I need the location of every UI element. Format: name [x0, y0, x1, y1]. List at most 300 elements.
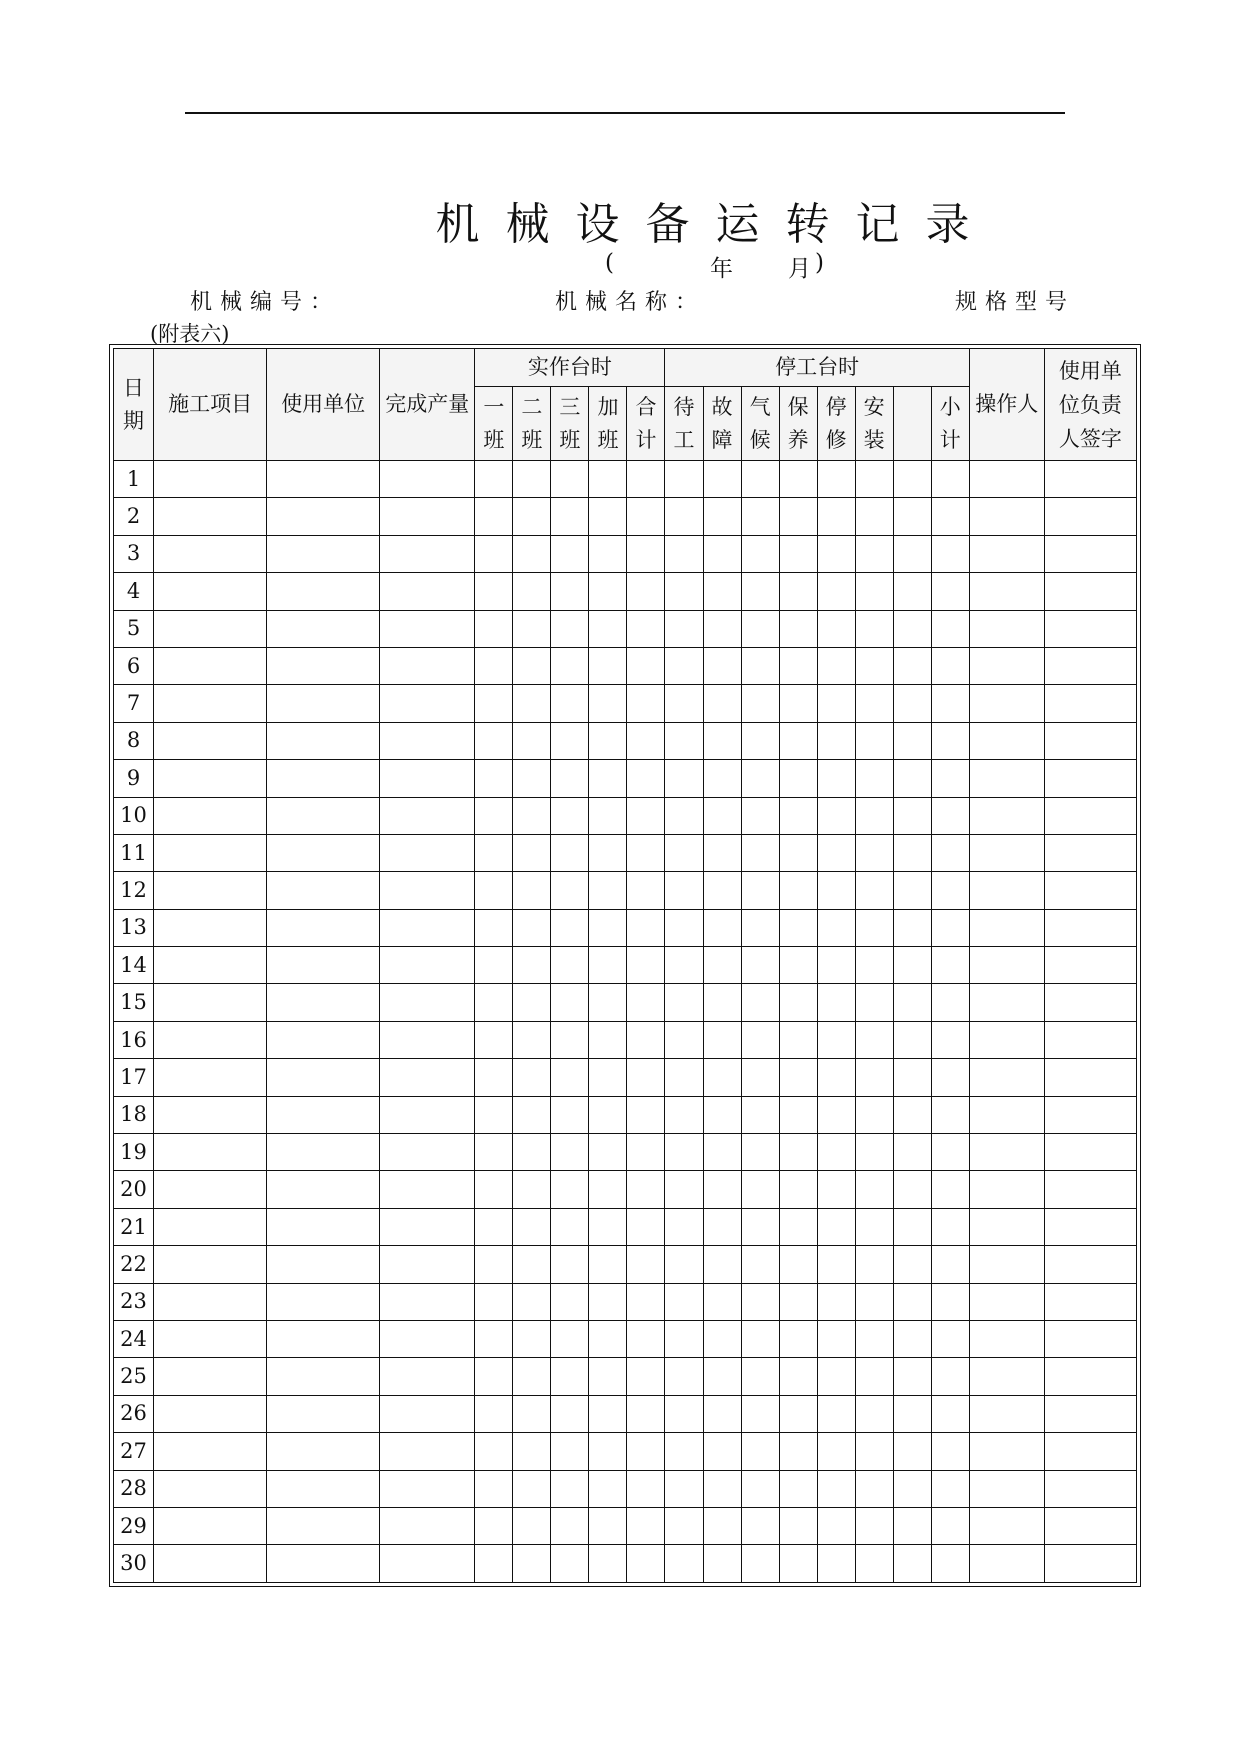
entry-cell[interactable] [380, 461, 475, 498]
entry-cell[interactable] [665, 1358, 703, 1395]
entry-cell[interactable] [931, 872, 969, 909]
entry-cell[interactable] [551, 573, 589, 610]
entry-cell[interactable] [475, 834, 513, 871]
entry-cell[interactable] [380, 984, 475, 1021]
entry-cell[interactable] [893, 535, 931, 572]
entry-cell[interactable] [665, 909, 703, 946]
entry-cell[interactable] [893, 1470, 931, 1507]
entry-cell[interactable] [627, 1507, 665, 1544]
entry-cell[interactable] [267, 1395, 380, 1432]
entry-cell[interactable] [513, 1059, 551, 1096]
entry-cell[interactable] [589, 984, 627, 1021]
entry-cell[interactable] [154, 1246, 267, 1283]
entry-cell[interactable] [154, 1059, 267, 1096]
entry-cell[interactable] [703, 797, 741, 834]
entry-cell[interactable] [627, 722, 665, 759]
entry-cell[interactable] [855, 535, 893, 572]
entry-cell[interactable] [627, 872, 665, 909]
entry-cell[interactable] [513, 498, 551, 535]
entry-cell[interactable] [931, 685, 969, 722]
entry-cell[interactable] [817, 1283, 855, 1320]
entry-cell[interactable] [893, 647, 931, 684]
entry-cell[interactable] [627, 1470, 665, 1507]
entry-cell[interactable] [741, 1134, 779, 1171]
entry-cell[interactable] [475, 573, 513, 610]
entry-cell[interactable] [703, 909, 741, 946]
entry-cell[interactable] [703, 610, 741, 647]
entry-cell[interactable] [154, 947, 267, 984]
entry-cell[interactable] [703, 498, 741, 535]
entry-cell[interactable] [380, 1021, 475, 1058]
entry-cell[interactable] [779, 1021, 817, 1058]
entry-cell[interactable] [817, 1134, 855, 1171]
entry-cell[interactable] [817, 535, 855, 572]
entry-cell[interactable] [154, 1096, 267, 1133]
entry-cell[interactable] [267, 1134, 380, 1171]
entry-cell[interactable] [1044, 1358, 1136, 1395]
entry-cell[interactable] [665, 834, 703, 871]
entry-cell[interactable] [551, 1134, 589, 1171]
entry-cell[interactable] [893, 573, 931, 610]
entry-cell[interactable] [893, 1246, 931, 1283]
entry-cell[interactable] [154, 535, 267, 572]
entry-cell[interactable] [855, 1395, 893, 1432]
entry-cell[interactable] [589, 1096, 627, 1133]
entry-cell[interactable] [589, 1395, 627, 1432]
entry-cell[interactable] [475, 1246, 513, 1283]
entry-cell[interactable] [551, 722, 589, 759]
entry-cell[interactable] [893, 1545, 931, 1583]
entry-cell[interactable] [154, 1320, 267, 1357]
entry-cell[interactable] [893, 834, 931, 871]
entry-cell[interactable] [1044, 1021, 1136, 1058]
entry-cell[interactable] [380, 1470, 475, 1507]
entry-cell[interactable] [513, 1358, 551, 1395]
entry-cell[interactable] [703, 1246, 741, 1283]
entry-cell[interactable] [893, 1059, 931, 1096]
entry-cell[interactable] [380, 647, 475, 684]
entry-cell[interactable] [855, 1283, 893, 1320]
entry-cell[interactable] [969, 573, 1044, 610]
entry-cell[interactable] [475, 909, 513, 946]
entry-cell[interactable] [267, 461, 380, 498]
entry-cell[interactable] [513, 760, 551, 797]
entry-cell[interactable] [154, 872, 267, 909]
entry-cell[interactable] [380, 1134, 475, 1171]
entry-cell[interactable] [513, 947, 551, 984]
entry-cell[interactable] [703, 647, 741, 684]
entry-cell[interactable] [931, 797, 969, 834]
entry-cell[interactable] [779, 647, 817, 684]
entry-cell[interactable] [380, 909, 475, 946]
entry-cell[interactable] [154, 647, 267, 684]
entry-cell[interactable] [475, 461, 513, 498]
entry-cell[interactable] [1044, 647, 1136, 684]
entry-cell[interactable] [855, 1246, 893, 1283]
entry-cell[interactable] [779, 1208, 817, 1245]
entry-cell[interactable] [855, 1545, 893, 1583]
entry-cell[interactable] [513, 1134, 551, 1171]
entry-cell[interactable] [969, 1395, 1044, 1432]
entry-cell[interactable] [969, 1507, 1044, 1544]
entry-cell[interactable] [475, 1208, 513, 1245]
entry-cell[interactable] [817, 610, 855, 647]
entry-cell[interactable] [703, 573, 741, 610]
entry-cell[interactable] [513, 535, 551, 572]
entry-cell[interactable] [267, 834, 380, 871]
entry-cell[interactable] [741, 1021, 779, 1058]
entry-cell[interactable] [513, 647, 551, 684]
entry-cell[interactable] [665, 647, 703, 684]
entry-cell[interactable] [380, 722, 475, 759]
entry-cell[interactable] [475, 1059, 513, 1096]
entry-cell[interactable] [154, 984, 267, 1021]
entry-cell[interactable] [551, 1021, 589, 1058]
entry-cell[interactable] [741, 1507, 779, 1544]
entry-cell[interactable] [513, 1208, 551, 1245]
entry-cell[interactable] [154, 685, 267, 722]
entry-cell[interactable] [154, 1283, 267, 1320]
entry-cell[interactable] [475, 610, 513, 647]
entry-cell[interactable] [703, 1059, 741, 1096]
entry-cell[interactable] [627, 1021, 665, 1058]
entry-cell[interactable] [627, 909, 665, 946]
entry-cell[interactable] [627, 797, 665, 834]
entry-cell[interactable] [513, 1283, 551, 1320]
entry-cell[interactable] [551, 1395, 589, 1432]
entry-cell[interactable] [551, 760, 589, 797]
entry-cell[interactable] [627, 1358, 665, 1395]
entry-cell[interactable] [665, 1021, 703, 1058]
entry-cell[interactable] [741, 760, 779, 797]
entry-cell[interactable] [931, 498, 969, 535]
entry-cell[interactable] [741, 1171, 779, 1208]
entry-cell[interactable] [703, 947, 741, 984]
entry-cell[interactable] [380, 573, 475, 610]
entry-cell[interactable] [855, 872, 893, 909]
entry-cell[interactable] [893, 1171, 931, 1208]
entry-cell[interactable] [969, 1320, 1044, 1357]
entry-cell[interactable] [665, 1059, 703, 1096]
entry-cell[interactable] [665, 722, 703, 759]
entry-cell[interactable] [475, 1021, 513, 1058]
entry-cell[interactable] [475, 1283, 513, 1320]
entry-cell[interactable] [627, 1283, 665, 1320]
entry-cell[interactable] [627, 1320, 665, 1357]
entry-cell[interactable] [380, 498, 475, 535]
entry-cell[interactable] [969, 461, 1044, 498]
entry-cell[interactable] [267, 1208, 380, 1245]
entry-cell[interactable] [779, 1507, 817, 1544]
entry-cell[interactable] [380, 1059, 475, 1096]
entry-cell[interactable] [741, 722, 779, 759]
entry-cell[interactable] [969, 1208, 1044, 1245]
entry-cell[interactable] [931, 1059, 969, 1096]
entry-cell[interactable] [627, 647, 665, 684]
entry-cell[interactable] [779, 722, 817, 759]
entry-cell[interactable] [627, 1096, 665, 1133]
entry-cell[interactable] [703, 760, 741, 797]
entry-cell[interactable] [931, 535, 969, 572]
entry-cell[interactable] [741, 461, 779, 498]
entry-cell[interactable] [703, 461, 741, 498]
entry-cell[interactable] [154, 722, 267, 759]
entry-cell[interactable] [931, 1320, 969, 1357]
entry-cell[interactable] [931, 1171, 969, 1208]
entry-cell[interactable] [779, 1395, 817, 1432]
entry-cell[interactable] [817, 1433, 855, 1470]
entry-cell[interactable] [267, 1470, 380, 1507]
entry-cell[interactable] [893, 610, 931, 647]
entry-cell[interactable] [741, 1358, 779, 1395]
entry-cell[interactable] [817, 1208, 855, 1245]
entry-cell[interactable] [1044, 984, 1136, 1021]
entry-cell[interactable] [589, 461, 627, 498]
entry-cell[interactable] [817, 1545, 855, 1583]
entry-cell[interactable] [1044, 1545, 1136, 1583]
entry-cell[interactable] [741, 1208, 779, 1245]
entry-cell[interactable] [589, 947, 627, 984]
entry-cell[interactable] [267, 760, 380, 797]
entry-cell[interactable] [703, 1283, 741, 1320]
entry-cell[interactable] [665, 1320, 703, 1357]
entry-cell[interactable] [855, 610, 893, 647]
entry-cell[interactable] [855, 947, 893, 984]
entry-cell[interactable] [855, 1059, 893, 1096]
entry-cell[interactable] [154, 461, 267, 498]
entry-cell[interactable] [741, 1096, 779, 1133]
entry-cell[interactable] [589, 1320, 627, 1357]
entry-cell[interactable] [475, 1433, 513, 1470]
entry-cell[interactable] [589, 722, 627, 759]
entry-cell[interactable] [267, 1021, 380, 1058]
entry-cell[interactable] [513, 984, 551, 1021]
entry-cell[interactable] [551, 1507, 589, 1544]
entry-cell[interactable] [380, 1433, 475, 1470]
entry-cell[interactable] [741, 1246, 779, 1283]
entry-cell[interactable] [267, 685, 380, 722]
entry-cell[interactable] [475, 647, 513, 684]
entry-cell[interactable] [475, 1395, 513, 1432]
entry-cell[interactable] [380, 1395, 475, 1432]
entry-cell[interactable] [1044, 1283, 1136, 1320]
entry-cell[interactable] [665, 1283, 703, 1320]
entry-cell[interactable] [893, 685, 931, 722]
entry-cell[interactable] [475, 797, 513, 834]
entry-cell[interactable] [589, 834, 627, 871]
entry-cell[interactable] [1044, 1096, 1136, 1133]
entry-cell[interactable] [380, 797, 475, 834]
entry-cell[interactable] [741, 1433, 779, 1470]
entry-cell[interactable] [513, 834, 551, 871]
entry-cell[interactable] [893, 498, 931, 535]
entry-cell[interactable] [817, 872, 855, 909]
entry-cell[interactable] [1044, 610, 1136, 647]
entry-cell[interactable] [380, 1358, 475, 1395]
entry-cell[interactable] [855, 760, 893, 797]
entry-cell[interactable] [1044, 1208, 1136, 1245]
entry-cell[interactable] [267, 1320, 380, 1357]
entry-cell[interactable] [589, 685, 627, 722]
entry-cell[interactable] [1044, 1320, 1136, 1357]
entry-cell[interactable] [931, 984, 969, 1021]
entry-cell[interactable] [817, 461, 855, 498]
entry-cell[interactable] [969, 834, 1044, 871]
entry-cell[interactable] [779, 685, 817, 722]
entry-cell[interactable] [817, 834, 855, 871]
entry-cell[interactable] [969, 498, 1044, 535]
entry-cell[interactable] [1044, 1059, 1136, 1096]
entry-cell[interactable] [893, 1208, 931, 1245]
entry-cell[interactable] [267, 610, 380, 647]
entry-cell[interactable] [741, 872, 779, 909]
entry-cell[interactable] [475, 1171, 513, 1208]
entry-cell[interactable] [267, 1358, 380, 1395]
entry-cell[interactable] [703, 1358, 741, 1395]
entry-cell[interactable] [380, 1507, 475, 1544]
entry-cell[interactable] [779, 1134, 817, 1171]
entry-cell[interactable] [817, 1507, 855, 1544]
entry-cell[interactable] [931, 722, 969, 759]
entry-cell[interactable] [969, 610, 1044, 647]
entry-cell[interactable] [551, 610, 589, 647]
entry-cell[interactable] [855, 909, 893, 946]
entry-cell[interactable] [267, 573, 380, 610]
entry-cell[interactable] [475, 685, 513, 722]
entry-cell[interactable] [513, 1470, 551, 1507]
entry-cell[interactable] [627, 498, 665, 535]
entry-cell[interactable] [969, 1433, 1044, 1470]
entry-cell[interactable] [931, 1545, 969, 1583]
entry-cell[interactable] [703, 1320, 741, 1357]
entry-cell[interactable] [551, 535, 589, 572]
entry-cell[interactable] [475, 722, 513, 759]
entry-cell[interactable] [741, 1545, 779, 1583]
entry-cell[interactable] [267, 797, 380, 834]
entry-cell[interactable] [154, 498, 267, 535]
entry-cell[interactable] [475, 1134, 513, 1171]
entry-cell[interactable] [893, 1320, 931, 1357]
entry-cell[interactable] [589, 872, 627, 909]
entry-cell[interactable] [931, 1246, 969, 1283]
entry-cell[interactable] [931, 1283, 969, 1320]
entry-cell[interactable] [779, 573, 817, 610]
entry-cell[interactable] [1044, 1433, 1136, 1470]
entry-cell[interactable] [969, 1358, 1044, 1395]
entry-cell[interactable] [589, 1470, 627, 1507]
entry-cell[interactable] [1044, 535, 1136, 572]
entry-cell[interactable] [817, 760, 855, 797]
entry-cell[interactable] [589, 610, 627, 647]
entry-cell[interactable] [665, 797, 703, 834]
entry-cell[interactable] [267, 872, 380, 909]
entry-cell[interactable] [779, 1171, 817, 1208]
entry-cell[interactable] [703, 1208, 741, 1245]
entry-cell[interactable] [931, 1358, 969, 1395]
entry-cell[interactable] [969, 909, 1044, 946]
entry-cell[interactable] [627, 1059, 665, 1096]
entry-cell[interactable] [817, 498, 855, 535]
entry-cell[interactable] [1044, 685, 1136, 722]
entry-cell[interactable] [154, 1545, 267, 1583]
entry-cell[interactable] [513, 573, 551, 610]
entry-cell[interactable] [627, 535, 665, 572]
entry-cell[interactable] [969, 1171, 1044, 1208]
entry-cell[interactable] [627, 984, 665, 1021]
entry-cell[interactable] [513, 1395, 551, 1432]
entry-cell[interactable] [855, 1096, 893, 1133]
entry-cell[interactable] [817, 909, 855, 946]
entry-cell[interactable] [779, 1059, 817, 1096]
entry-cell[interactable] [627, 947, 665, 984]
entry-cell[interactable] [931, 1096, 969, 1133]
entry-cell[interactable] [893, 1358, 931, 1395]
entry-cell[interactable] [817, 1358, 855, 1395]
entry-cell[interactable] [380, 1246, 475, 1283]
entry-cell[interactable] [551, 909, 589, 946]
entry-cell[interactable] [817, 1059, 855, 1096]
entry-cell[interactable] [513, 1096, 551, 1133]
entry-cell[interactable] [703, 1134, 741, 1171]
entry-cell[interactable] [513, 1246, 551, 1283]
entry-cell[interactable] [741, 685, 779, 722]
entry-cell[interactable] [703, 535, 741, 572]
entry-cell[interactable] [513, 722, 551, 759]
entry-cell[interactable] [969, 1096, 1044, 1133]
entry-cell[interactable] [931, 610, 969, 647]
entry-cell[interactable] [931, 1208, 969, 1245]
entry-cell[interactable] [893, 984, 931, 1021]
entry-cell[interactable] [893, 872, 931, 909]
entry-cell[interactable] [513, 872, 551, 909]
entry-cell[interactable] [589, 1507, 627, 1544]
entry-cell[interactable] [817, 1470, 855, 1507]
entry-cell[interactable] [551, 1096, 589, 1133]
entry-cell[interactable] [779, 834, 817, 871]
entry-cell[interactable] [817, 1395, 855, 1432]
entry-cell[interactable] [855, 1507, 893, 1544]
entry-cell[interactable] [154, 1171, 267, 1208]
entry-cell[interactable] [589, 797, 627, 834]
entry-cell[interactable] [154, 909, 267, 946]
entry-cell[interactable] [513, 1545, 551, 1583]
entry-cell[interactable] [741, 909, 779, 946]
entry-cell[interactable] [380, 1208, 475, 1245]
entry-cell[interactable] [551, 947, 589, 984]
entry-cell[interactable] [1044, 1507, 1136, 1544]
entry-cell[interactable] [154, 834, 267, 871]
entry-cell[interactable] [665, 1507, 703, 1544]
entry-cell[interactable] [1044, 498, 1136, 535]
entry-cell[interactable] [513, 610, 551, 647]
entry-cell[interactable] [589, 909, 627, 946]
entry-cell[interactable] [267, 722, 380, 759]
entry-cell[interactable] [855, 498, 893, 535]
entry-cell[interactable] [779, 872, 817, 909]
entry-cell[interactable] [380, 1545, 475, 1583]
entry-cell[interactable] [817, 722, 855, 759]
entry-cell[interactable] [154, 1358, 267, 1395]
entry-cell[interactable] [779, 909, 817, 946]
entry-cell[interactable] [741, 535, 779, 572]
entry-cell[interactable] [855, 834, 893, 871]
entry-cell[interactable] [779, 1470, 817, 1507]
entry-cell[interactable] [969, 1021, 1044, 1058]
entry-cell[interactable] [380, 1096, 475, 1133]
entry-cell[interactable] [931, 760, 969, 797]
entry-cell[interactable] [969, 947, 1044, 984]
entry-cell[interactable] [741, 797, 779, 834]
